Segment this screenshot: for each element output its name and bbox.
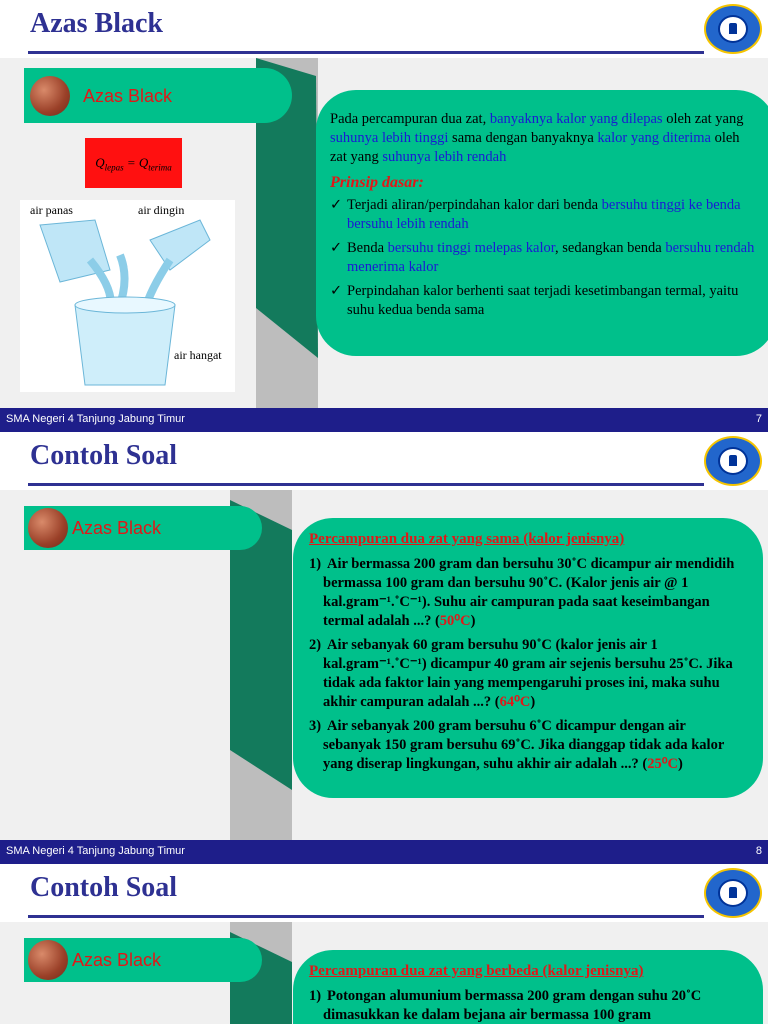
question-list: [309, 555, 747, 774]
slide-footer: [0, 408, 768, 432]
slide-footer: [0, 840, 768, 864]
question-heading: Percampuran dua zat yang sama (kalor jenisnya): [309, 531, 625, 547]
slide-number: 7: [755, 413, 762, 425]
list-item: 1) Air bermassa 200 gram dan bersuhu 30˚C dicampur air mendidih bermassa 100 gram dan bersuhu 90˚C. (Kalor jenis air @ 1 kal.gram⁻¹.˚C⁻¹). Suhu air campuran pada saat keseimbangan termal adalah ...? (50⁰C): [309, 556, 735, 629]
slide-title: Contoh Soal: [30, 872, 178, 903]
list-item: 1) Potongan alumunium bermassa 200 gram dengan suhu 20˚C dimasukkan ke dalam bejana air bermassa 100 gram: [309, 988, 702, 1023]
principle-box: [316, 90, 768, 356]
beaker-icon: [20, 200, 235, 392]
slide-title: Contoh Soal: [30, 440, 178, 471]
slide-contoh-soal-2: [0, 864, 768, 1024]
tab-label: Azas Black: [72, 518, 162, 538]
list-item: ✓ Benda bersuhu tinggi melepas kalor, sedangkan benda bersuhu rendah menerima kalor: [330, 240, 755, 275]
principle-list: [330, 196, 760, 320]
title-rule: [28, 915, 704, 918]
tab-label: Azas Black: [72, 950, 162, 970]
intro-text: Pada percampuran dua zat, banyaknya kalor yang dilepas oleh zat yang suhunya lebih tinggi sama dengan banyaknya kalor yang diterima oleh zat yang suhunya lebih rendah: [330, 111, 744, 165]
question-heading: Percampuran dua zat yang berbeda (kalor jenisnya): [309, 963, 644, 979]
question-list: [309, 987, 747, 1024]
footer-school: SMA Negeri 4 Tanjung Jabung Timur: [6, 413, 185, 425]
school-logo-icon: [704, 4, 762, 54]
check-icon: ✓: [330, 197, 343, 213]
slide-title: Azas Black: [30, 8, 163, 39]
list-item: ✓ Perpindahan kalor berhenti saat terjadi kesetimbangan termal, yaitu suhu kedua benda sama: [330, 283, 739, 318]
formula-box: $Q_{lepas} = Q_{terima}$: [85, 138, 182, 188]
slide-number: 8: [755, 845, 762, 857]
list-item: 3) Air sebanyak 200 gram bersuhu 6˚C dicampur dengan air sebanyak 150 gram bersuhu 69˚C. Jika dianggap tidak ada kalor yang diserap lingkungan, suhu akhir air adalah ...? (25⁰C): [309, 718, 724, 772]
check-icon: ✓: [330, 283, 343, 299]
question-box: [293, 950, 763, 1024]
planet-icon: [30, 76, 70, 116]
slide-body: [0, 58, 768, 408]
school-logo-icon: [704, 868, 762, 918]
planet-icon: [28, 940, 68, 980]
list-item: 2) Air sebanyak 60 gram bersuhu 90˚C (kalor jenis air 1 kal.gram⁻¹.˚C⁻¹) dicampur 40 gram air sejenis bersuhu 25˚C. Jika tidak ada faktor lain yang mempengaruhi proses ini, maka suhu akhir campuran adalah ...? (64⁰C): [309, 637, 733, 710]
slide-azas-black: [0, 0, 768, 432]
mixing-illustration: [20, 200, 235, 392]
footer-school: SMA Negeri 4 Tanjung Jabung Timur: [6, 845, 185, 857]
tab-label: Azas Black: [83, 86, 173, 106]
slide-body: [0, 490, 768, 840]
school-logo-icon: [704, 436, 762, 486]
list-item: ✓ Terjadi aliran/perpindahan kalor dari benda bersuhu tinggi ke benda bersuhu lebih rendah: [330, 197, 741, 232]
prinsip-heading: Prinsip dasar:: [330, 174, 424, 191]
title-rule: [28, 483, 704, 486]
slide-body: [0, 922, 768, 1024]
label-air-hangat: air hangat: [174, 348, 222, 362]
planet-icon: [28, 508, 68, 548]
question-box: [293, 518, 763, 798]
label-air-dingin: air dingin: [138, 203, 185, 217]
check-icon: ✓: [330, 240, 343, 256]
slide-contoh-soal-1: [0, 432, 768, 864]
label-air-panas: air panas: [30, 203, 73, 217]
title-rule: [28, 51, 704, 54]
